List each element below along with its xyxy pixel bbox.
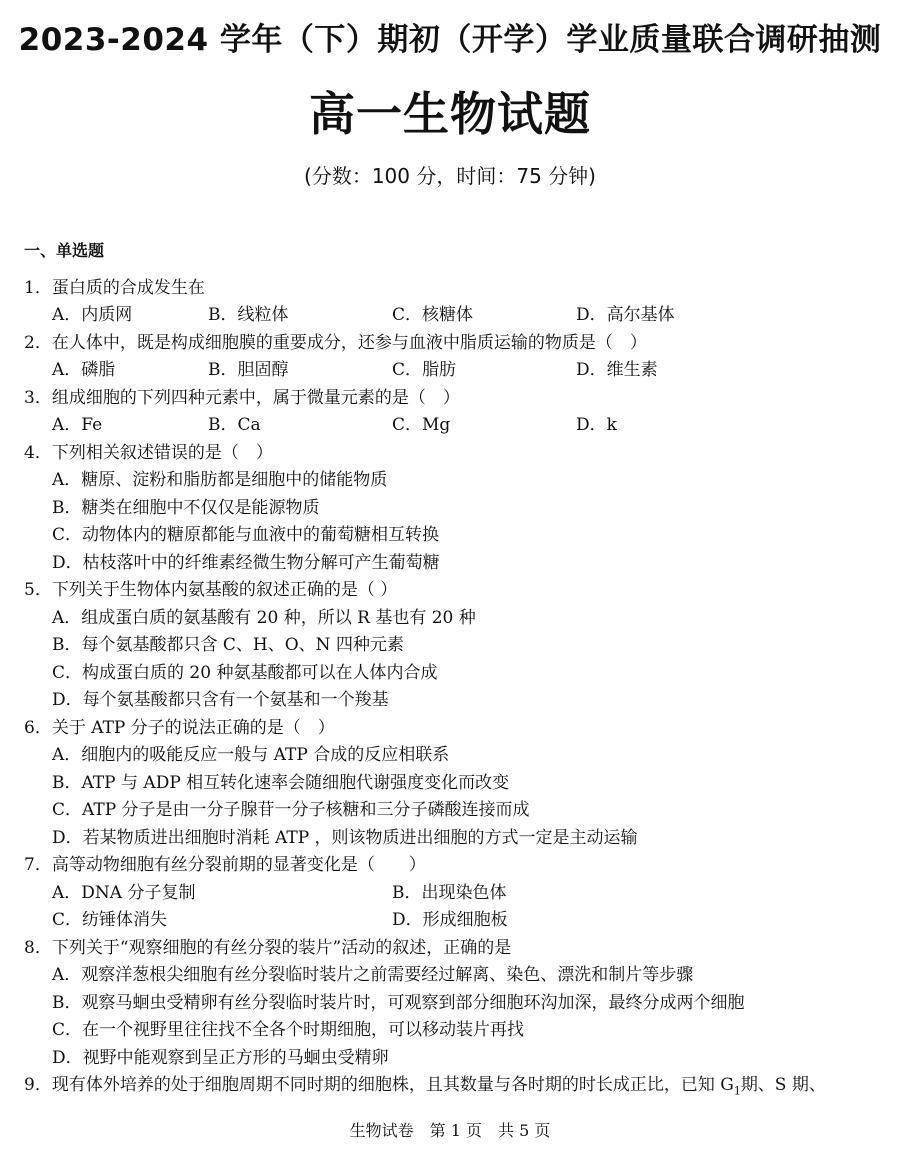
question-6-option-c: C．ATP 分子是由一分子腺苷一分子核糖和三分子磷酸连接而成: [52, 800, 530, 820]
section-title: 一、单选题: [24, 241, 105, 260]
question-3-option-a: A．Fe: [52, 415, 103, 435]
question-1-stem: 1．蛋白质的合成发生在: [24, 278, 205, 298]
question-7-option-b: B．出现染色体: [392, 883, 507, 903]
question-8-option-b: B．观察马蛔虫受精卵有丝分裂临时装片时，可观察到部分细胞环沟加深，最终分成两个细胞: [52, 993, 745, 1013]
question-9-stem-part-1: 9．现有体外培养的处于细胞周期不同时期的细胞株，且其数量与各时期的时长成正比，已知 G: [24, 1075, 734, 1095]
question-8-option-c: C．在一个视野里往往找不全各个时期细胞，可以移动装片再找: [52, 1020, 525, 1040]
question-7-option-c: C．纺锤体消失: [52, 910, 168, 930]
question-7-option-a: A．DNA 分子复制: [52, 883, 196, 903]
question-5-stem: 5．下列关于生物体内氨基酸的叙述正确的是（ ）: [24, 580, 398, 600]
question-4-option-d: D．枯枝落叶中的纤维素经微生物分解可产生葡萄糖: [52, 553, 440, 573]
question-4-option-c: C．动物体内的糖原都能与血液中的葡萄糖相互转换: [52, 525, 440, 545]
question-9-stem: [24, 1070, 826, 1097]
question-8-option-d: D．视野中能观察到呈正方形的马蛔虫受精卵: [52, 1048, 389, 1068]
question-6-option-a: A．细胞内的吸能反应一般与 ATP 合成的反应相联系: [52, 745, 450, 765]
question-2-option-c: C．脂肪: [392, 360, 457, 380]
question-2-option-a: A．磷脂: [52, 360, 116, 380]
question-6-stem: 6．关于 ATP 分子的说法正确的是（ ）: [24, 718, 335, 738]
question-9-stem-subscript: 1: [733, 1084, 741, 1098]
question-8-option-a: A．观察洋葱根尖细胞有丝分裂临时装片之前需要经过解离、染色、漂洗和制片等步骤: [52, 965, 694, 985]
question-1-option-a: A．内质网: [52, 305, 133, 325]
question-5-option-a: A．组成蛋白质的氨基酸有 20 种，所以 R 基也有 20 种: [52, 608, 476, 628]
question-7-option-d: D．形成细胞板: [392, 910, 508, 930]
question-9-stem-part-2: 期、S 期、: [740, 1075, 826, 1095]
question-1-option-c: C．核糖体: [392, 305, 474, 325]
exam-meta: (分数：100 分，时间：75 分钟): [304, 164, 596, 188]
question-5-option-d: D．每个氨基酸都只含有一个氨基和一个羧基: [52, 690, 389, 710]
question-3-stem: 3．组成细胞的下列四种元素中，属于微量元素的是（ ）: [24, 388, 460, 408]
question-4-stem: 4．下列相关叙述错误的是（ ）: [24, 443, 273, 463]
exam-title: 2023-2024 学年（下）期初（开学）学业质量联合调研抽测: [18, 22, 882, 58]
subject-title: 高一生物试题: [309, 87, 591, 141]
question-3-option-b: B．Ca: [208, 415, 261, 435]
question-1-option-b: B．线粒体: [208, 305, 289, 325]
question-4-option-b: B．糖类在细胞中不仅仅是能源物质: [52, 498, 320, 518]
question-8-stem: 8．下列关于“观察细胞的有丝分裂的装片”活动的叙述，正确的是: [24, 938, 512, 958]
question-2-stem: 2．在人体中，既是构成细胞膜的重要成分，还参与血液中脂质运输的物质是（ ）: [24, 333, 647, 353]
question-5-option-b: B．每个氨基酸都只含 C、H、O、N 四种元素: [52, 635, 404, 655]
question-5-option-c: C．构成蛋白质的 20 种氨基酸都可以在人体内合成: [52, 663, 438, 683]
question-6-option-b: B．ATP 与 ADP 相互转化速率会随细胞代谢强度变化而改变: [52, 773, 510, 793]
question-3-option-c: C．Mg: [392, 415, 451, 435]
page-footer: 生物试卷 第 1 页 共 5 页: [349, 1121, 551, 1140]
question-2-option-d: D．维生素: [576, 360, 658, 380]
question-4-option-a: A．糖原、淀粉和脂肪都是细胞中的储能物质: [52, 470, 388, 490]
question-1-option-d: D．高尔基体: [576, 305, 675, 325]
question-3-option-d: D．k: [576, 415, 617, 435]
question-2-option-b: B．胆固醇: [208, 360, 289, 380]
question-7-stem: 7．高等动物细胞有丝分裂前期的显著变化是（ ）: [24, 855, 426, 875]
question-6-option-d: D．若某物质进出细胞时消耗 ATP ，则该物质进出细胞的方式一定是主动运输: [52, 828, 638, 848]
